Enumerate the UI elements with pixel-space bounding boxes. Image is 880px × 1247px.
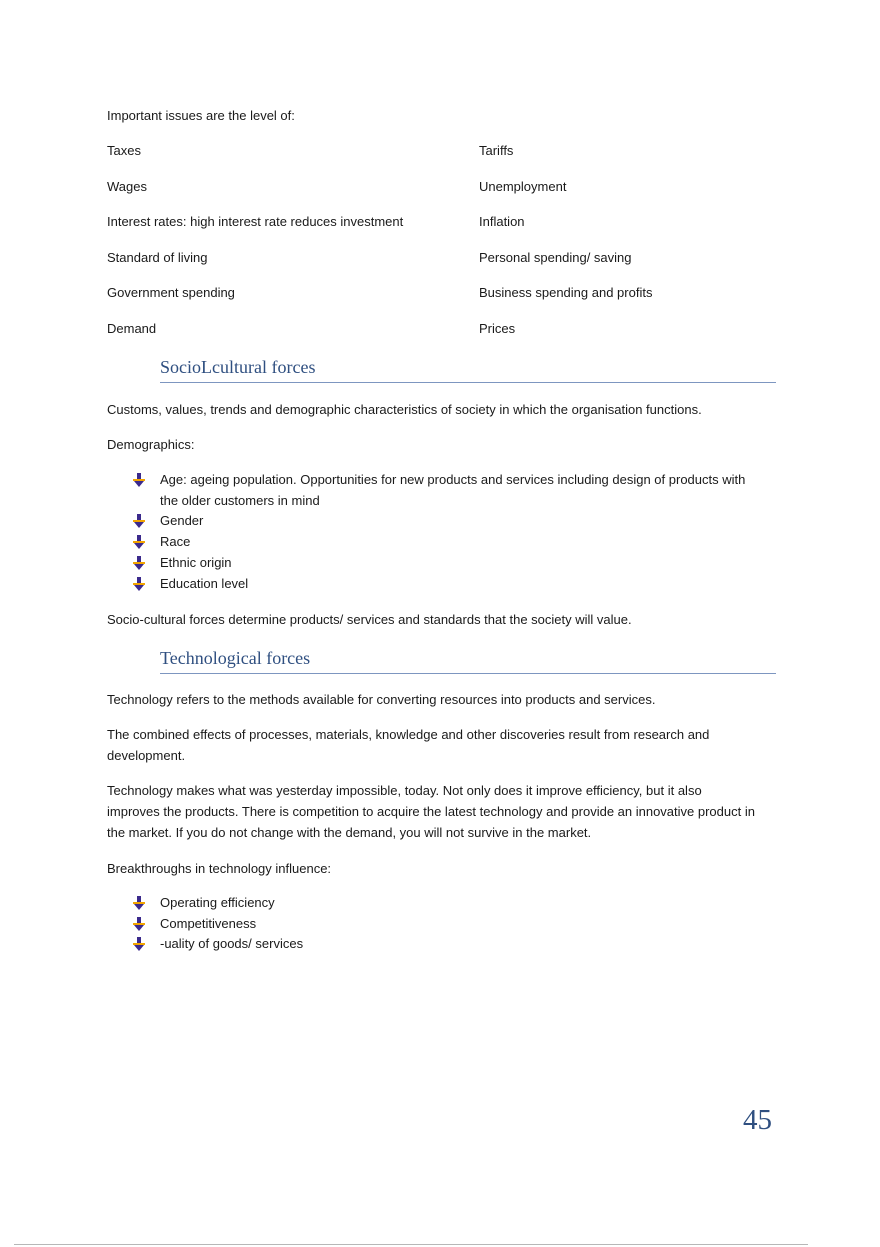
issue-right-4: Personal spending/ saving: [479, 250, 632, 265]
list-item: [132, 574, 762, 595]
list-item-text: Education level: [160, 575, 249, 591]
list-item-text: Race: [160, 534, 191, 550]
socio-paragraph-2: Socio-cultural forces determine products/ services and standards that the society will value.: [107, 612, 632, 627]
issue-left-2: Wages: [107, 179, 147, 194]
list-item-text: Gender: [160, 513, 204, 529]
heading-sociocultural: SocioLcultural forces: [160, 356, 776, 383]
socio-paragraph-1: Customs, values, trends and demographic characteristics of society in which the organisation functions.: [107, 402, 702, 417]
intro-text: Important issues are the level of:: [107, 108, 295, 123]
arrow-down-bullet-icon: [132, 917, 146, 931]
issue-left-5: Government spending: [107, 285, 235, 300]
demographics-label: Demographics:: [107, 437, 195, 452]
list-item-text: Competitiveness: [160, 915, 257, 931]
list-item: [132, 511, 762, 532]
list-item: [132, 553, 762, 574]
technology-list: [132, 893, 762, 955]
list-item: [132, 470, 762, 511]
arrow-down-bullet-icon: [132, 577, 146, 591]
tech-paragraph-4: Breakthroughs in technology influence:: [107, 861, 332, 876]
list-item-text: Operating efficiency: [160, 895, 275, 910]
arrow-down-bullet-icon: [132, 556, 146, 570]
issue-left-3: Interest rates: high interest rate reduces investment: [107, 214, 404, 229]
list-item: [132, 934, 762, 955]
issue-left-4: Standard of living: [107, 250, 208, 265]
list-item: [132, 532, 762, 553]
issue-left-6: Demand: [107, 321, 157, 336]
tech-paragraph-2: The combined effects of processes, materials, knowledge and other discoveries result from research and development.: [107, 727, 710, 763]
page-number: 45: [743, 1104, 772, 1136]
list-item-text: Age: ageing population. Opportunities for new products and services including design of products with the older customers in mind: [160, 472, 746, 508]
arrow-down-bullet-icon: [132, 473, 146, 487]
arrow-down-bullet-icon: [132, 937, 146, 951]
heading-technological: Technological forces: [160, 647, 776, 674]
list-item: [132, 914, 762, 935]
issue-right-2: Unemployment: [479, 179, 567, 194]
issue-right-1: Tariffs: [479, 143, 514, 158]
issue-right-6: Prices: [479, 321, 516, 336]
issue-left-1: Taxes: [107, 143, 141, 158]
footer-divider: [14, 1244, 808, 1245]
list-item: [132, 893, 762, 914]
tech-paragraph-1: Technology refers to the methods available for converting resources into products and services.: [107, 692, 656, 707]
tech-paragraph-3: Technology makes what was yesterday impossible, today. Not only does it improve efficiency, but it also improves the products. There is competition to acquire the latest technology and provide an innovative product in the market. If you do not change with the demand, you will not survive in the market.: [107, 783, 755, 840]
demographics-list: [132, 470, 762, 594]
list-item-text: Ethnic origin: [160, 554, 232, 570]
issue-right-5: Business spending and profits: [479, 285, 653, 300]
arrow-down-bullet-icon: [132, 896, 146, 910]
list-item-text: -uality of goods/ services: [160, 936, 304, 952]
arrow-down-bullet-icon: [132, 535, 146, 549]
issue-right-3: Inflation: [479, 214, 525, 229]
arrow-down-bullet-icon: [132, 514, 146, 528]
